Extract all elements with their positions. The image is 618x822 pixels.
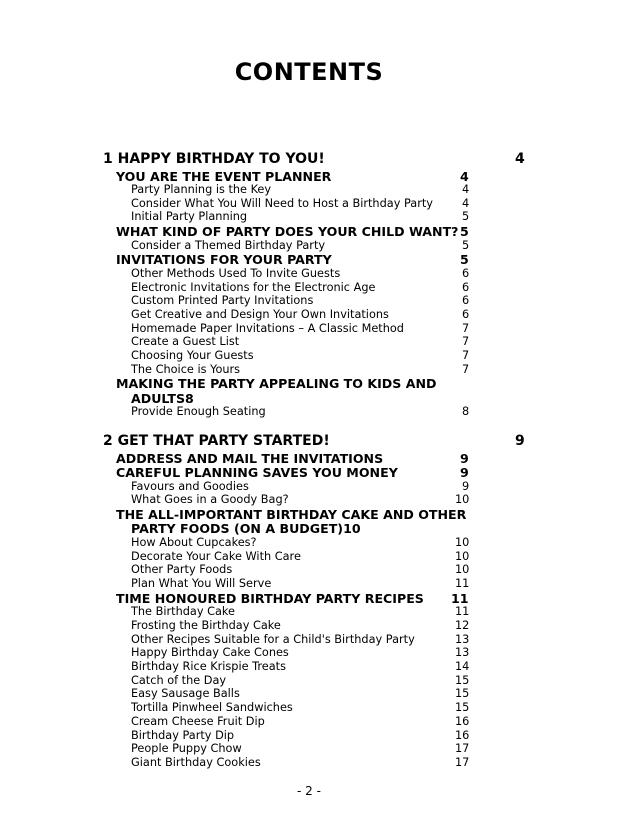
toc-section-label: WHAT KIND OF PARTY DOES YOUR CHILD WANT? — [116, 224, 459, 240]
toc-entry-label: Create a Guest List — [131, 335, 240, 349]
toc-entry[interactable] — [131, 280, 470, 294]
toc-section[interactable] — [116, 465, 469, 480]
toc-entry-label: Birthday Party Dip — [131, 728, 235, 742]
toc-entry-page-number: 5 — [462, 210, 470, 224]
toc-entry-label: Provide Enough Seating — [131, 405, 266, 419]
toc-chapter[interactable] — [103, 433, 525, 449]
toc-entry-label: Electronic Invitations for the Electronic Age — [131, 280, 376, 294]
toc-entry-page-number: 10 — [455, 535, 470, 549]
toc-section-label: TIME HONOURED BIRTHDAY PARTY RECIPES — [116, 590, 424, 606]
toc-entry[interactable] — [131, 493, 470, 507]
toc-section-page-number: 9 — [460, 465, 469, 480]
toc-entry-page-number: 13 — [455, 646, 470, 660]
toc-entry-label: Other Recipes Suitable for a Child's Birthday Party — [131, 632, 415, 646]
toc-section-page-number: 5 — [460, 252, 469, 268]
toc-entry-page-number: 16 — [455, 728, 470, 742]
toc-entry[interactable] — [131, 238, 470, 252]
toc-entry-page-number: 17 — [455, 755, 470, 769]
toc-entry-page-number: 4 — [462, 196, 470, 210]
toc-entry[interactable] — [131, 632, 470, 646]
toc-entry[interactable] — [131, 687, 470, 701]
toc-section[interactable] — [116, 252, 469, 268]
toc-entry-page-number: 15 — [455, 673, 470, 687]
toc-chapter-label: 1 HAPPY BIRTHDAY TO YOU! — [103, 151, 325, 167]
toc-entry-page-number: 15 — [455, 701, 470, 715]
toc-section-continued[interactable] — [131, 391, 194, 406]
toc-entry[interactable] — [131, 701, 470, 715]
toc-entry-label: The Birthday Cake — [131, 605, 235, 619]
toc-entry-label: The Choice is Yours — [131, 362, 241, 376]
toc-entry-page-number: 7 — [462, 335, 470, 349]
toc-entry-label: Tortilla Pinwheel Sandwiches — [131, 701, 293, 715]
toc-entry-page-number: 10 — [455, 563, 470, 577]
toc-entry[interactable] — [131, 563, 470, 577]
toc-entry-page-number: 5 — [462, 238, 470, 252]
toc-entry[interactable] — [131, 196, 470, 210]
toc-entry[interactable] — [131, 266, 470, 280]
toc-entry-label: Custom Printed Party Invitations — [131, 294, 314, 308]
toc-chapter-page-number: 4 — [515, 151, 525, 167]
toc-entry-page-number: 6 — [462, 280, 470, 294]
toc-entry-label: Consider a Themed Birthday Party — [131, 238, 326, 252]
toc-entry-page-number: 12 — [455, 618, 470, 632]
toc-entry-page-number: 6 — [462, 266, 470, 280]
toc-section-continued-label: ADULTS — [131, 390, 186, 406]
toc-section-continued-page-number: 10 — [343, 521, 361, 537]
toc-section-label: CAREFUL PLANNING SAVES YOU MONEY — [116, 465, 398, 480]
toc-entry-page-number: 10 — [455, 549, 470, 563]
toc-entry[interactable] — [131, 294, 470, 308]
toc-entry[interactable] — [131, 728, 470, 742]
toc-entry-label: Homemade Paper Invitations – A Classic Method — [131, 321, 404, 335]
toc-chapter-page-number: 9 — [515, 433, 525, 449]
toc-section[interactable] — [116, 168, 469, 184]
toc-entry[interactable] — [131, 714, 470, 728]
toc-entry-label: Initial Party Planning — [131, 210, 248, 224]
toc-entry-label: Birthday Rice Krispie Treats — [131, 660, 286, 673]
toc-entry-label: Other Party Foods — [131, 563, 233, 577]
toc-entry-page-number: 4 — [462, 183, 470, 196]
toc-entry-page-number: 7 — [462, 362, 470, 376]
toc-section-continued-page-number: 8 — [185, 390, 194, 406]
toc-entry-label: Giant Birthday Cookies — [131, 755, 261, 769]
toc-entry-page-number: 8 — [462, 405, 470, 419]
toc-section-label: ADDRESS AND MAIL THE INVITATIONS — [116, 450, 384, 466]
toc-entry[interactable] — [131, 618, 470, 632]
toc-section-page-number: 5 — [460, 224, 469, 240]
toc-entry[interactable] — [131, 349, 470, 362]
toc-entry-page-number: 9 — [462, 479, 470, 493]
toc-entry-label: Decorate Your Cake With Care — [131, 549, 301, 563]
toc-entry-page-number: 16 — [455, 714, 470, 728]
toc-entry[interactable] — [131, 742, 470, 756]
toc-section[interactable] — [116, 376, 436, 391]
toc-chapter-label: 2 GET THAT PARTY STARTED! — [103, 433, 330, 449]
toc-entry[interactable] — [131, 321, 470, 335]
toc-entry-page-number: 6 — [462, 307, 470, 321]
toc-section[interactable] — [116, 507, 466, 522]
toc-entry-page-number: 17 — [455, 742, 470, 756]
toc-entry-page-number: 7 — [462, 349, 470, 362]
toc-entry[interactable] — [131, 479, 470, 493]
toc-section[interactable] — [116, 224, 469, 240]
toc-entry-label: Favours and Goodies — [131, 479, 249, 493]
toc-entry[interactable] — [131, 646, 470, 660]
toc-entry-page-number: 10 — [455, 493, 470, 507]
toc-entry[interactable] — [131, 335, 470, 349]
toc-section[interactable] — [116, 450, 469, 466]
toc-entry-label: How About Cupcakes? — [131, 535, 257, 549]
toc-entry-label: Catch of the Day — [131, 673, 227, 687]
toc-entry[interactable] — [131, 405, 470, 419]
toc-entry-label: Cream Cheese Fruit Dip — [131, 714, 265, 728]
toc-chapter[interactable] — [103, 151, 525, 167]
toc-entry-label: Plan What You Will Serve — [131, 577, 272, 590]
toc-entry-label: People Puppy Chow — [131, 742, 242, 756]
toc-entry[interactable] — [131, 307, 470, 321]
toc-entry[interactable] — [131, 210, 470, 224]
toc-entry[interactable] — [131, 577, 470, 590]
toc-section-continued-label: PARTY FOODS (ON A BUDGET) — [131, 521, 344, 537]
toc-entry[interactable] — [131, 362, 470, 376]
toc-entry-label: Frosting the Birthday Cake — [131, 618, 281, 632]
toc-section-page-number: 4 — [460, 168, 469, 184]
toc-entry-label: Choosing Your Guests — [131, 349, 254, 362]
toc-entry[interactable] — [131, 605, 470, 619]
page-number: - 2 - — [297, 784, 321, 798]
toc-entry-page-number: 15 — [455, 687, 470, 701]
toc-section-page-number: 9 — [460, 450, 469, 466]
toc-section-label: INVITATIONS FOR YOUR PARTY — [116, 252, 332, 268]
toc-entry[interactable] — [131, 183, 470, 196]
toc-entry-page-number: 14 — [455, 660, 470, 673]
toc-entry[interactable] — [131, 673, 470, 687]
toc-entry-label: Get Creative and Design Your Own Invitations — [131, 307, 389, 321]
toc-entry-label: Party Planning is the Key — [131, 183, 272, 196]
toc-entry[interactable] — [131, 660, 470, 673]
toc-entry[interactable] — [131, 755, 470, 769]
toc-entry[interactable] — [131, 535, 470, 549]
toc-entry-label: Happy Birthday Cake Cones — [131, 646, 289, 660]
toc-section-label: MAKING THE PARTY APPEALING TO KIDS AND — [116, 376, 437, 392]
page-title: CONTENTS — [234, 58, 384, 86]
toc-entry-page-number: 6 — [462, 294, 470, 308]
toc-entry-label: What Goes in a Goody Bag? — [131, 493, 289, 507]
toc-entry-label: Easy Sausage Balls — [131, 687, 240, 701]
toc-entry-page-number: 13 — [455, 632, 470, 646]
toc-entry[interactable] — [131, 549, 470, 563]
toc-section-label: YOU ARE THE EVENT PLANNER — [116, 168, 332, 184]
toc-section-continued[interactable] — [131, 521, 361, 536]
toc-section-page-number: 11 — [451, 590, 469, 606]
toc-entry-page-number: 7 — [462, 321, 470, 335]
toc-entry-label: Other Methods Used To Invite Guests — [131, 266, 341, 280]
toc-entry-label: Consider What You Will Need to Host a Birthday Party — [131, 196, 433, 210]
toc-entry-page-number: 11 — [455, 605, 470, 619]
toc-section[interactable] — [116, 590, 469, 606]
toc-entry-page-number: 11 — [455, 577, 470, 590]
toc-section-label: THE ALL-IMPORTANT BIRTHDAY CAKE AND OTHER — [116, 506, 467, 522]
